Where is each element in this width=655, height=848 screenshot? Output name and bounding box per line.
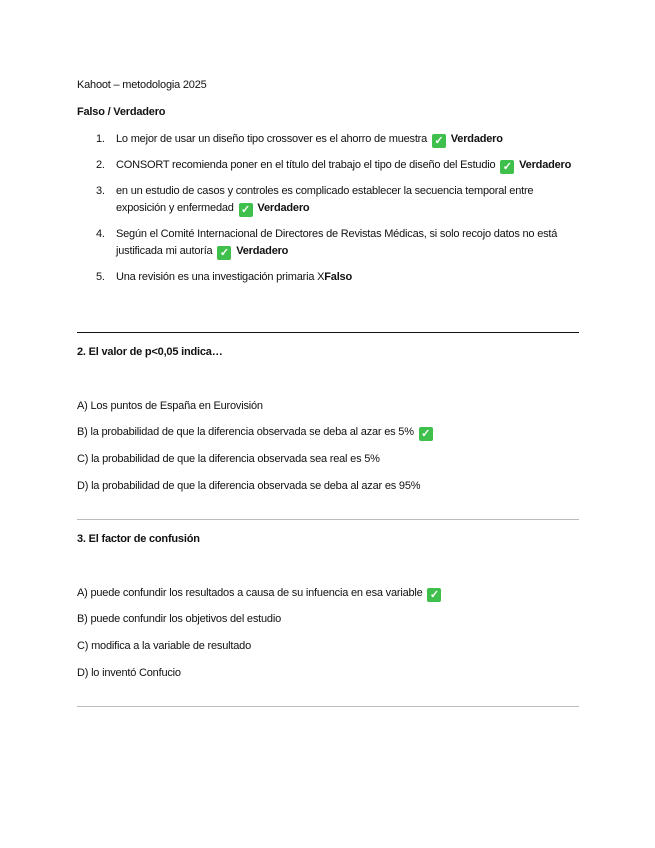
divider: [77, 519, 579, 520]
divider: [77, 706, 579, 707]
check-icon: ✓: [239, 203, 253, 217]
list-item: 5. Una revisión es una investigación primaria XFalso: [96, 271, 352, 283]
q2-heading: 2. El valor de p<0,05 indica…: [77, 346, 223, 358]
answer-label: Verdadero: [236, 245, 289, 257]
q2-option-b: B) la probabilidad de que la diferencia observada se deba al azar es 5% ✓: [77, 426, 435, 441]
answer-label: Falso: [324, 271, 352, 283]
divider: [77, 332, 579, 333]
check-icon: ✓: [419, 427, 433, 441]
check-icon: ✓: [432, 134, 446, 148]
cross-mark: X: [317, 271, 325, 283]
q2-option-c: C) la probabilidad de que la diferencia observada sea real es 5%: [77, 453, 380, 465]
list-item: 2. CONSORT recomienda poner en el título del trabajo el tipo de diseño del Estudio ✓ Verdadero: [96, 159, 572, 173]
tf-heading: Falso / Verdadero: [77, 106, 166, 118]
q3-option-a: A) puede confundir los resultados a causa de su infuencia en esa variable ✓: [77, 587, 443, 602]
q3-option-d: D) lo inventó Confucio: [77, 667, 181, 679]
document-title: Kahoot – metodologia 2025: [77, 79, 207, 91]
answer-label: Verdadero: [257, 202, 310, 214]
q3-heading: 3. El factor de confusión: [77, 533, 200, 545]
q2-option-d: D) la probabilidad de que la diferencia observada se deba al azar es 95%: [77, 480, 421, 492]
check-icon: ✓: [500, 160, 514, 174]
q3-option-c: C) modifica a la variable de resultado: [77, 640, 251, 652]
tf-list: [77, 131, 579, 295]
q2-option-a: A) Los puntos de España en Eurovisión: [77, 400, 263, 412]
check-icon: ✓: [217, 246, 231, 260]
q3-option-b: B) puede confundir los objetivos del estudio: [77, 613, 282, 625]
answer-label: Verdadero: [450, 133, 503, 145]
list-item: 4. Según el Comité Internacional de Directores de Revistas Médicas, si solo recojo datos no está justificada mi autoría ✓ Verdadero: [96, 228, 558, 259]
answer-label: Verdadero: [519, 159, 572, 171]
check-icon: ✓: [427, 588, 441, 602]
list-item: 3. en un estudio de casos y controles es complicado establecer la secuencia temporal entre exposición y enfermedad ✓ Verdadero: [96, 185, 534, 216]
list-item: 1. Lo mejor de usar un diseño tipo crossover es el ahorro de muestra ✓ Verdadero: [96, 133, 503, 147]
